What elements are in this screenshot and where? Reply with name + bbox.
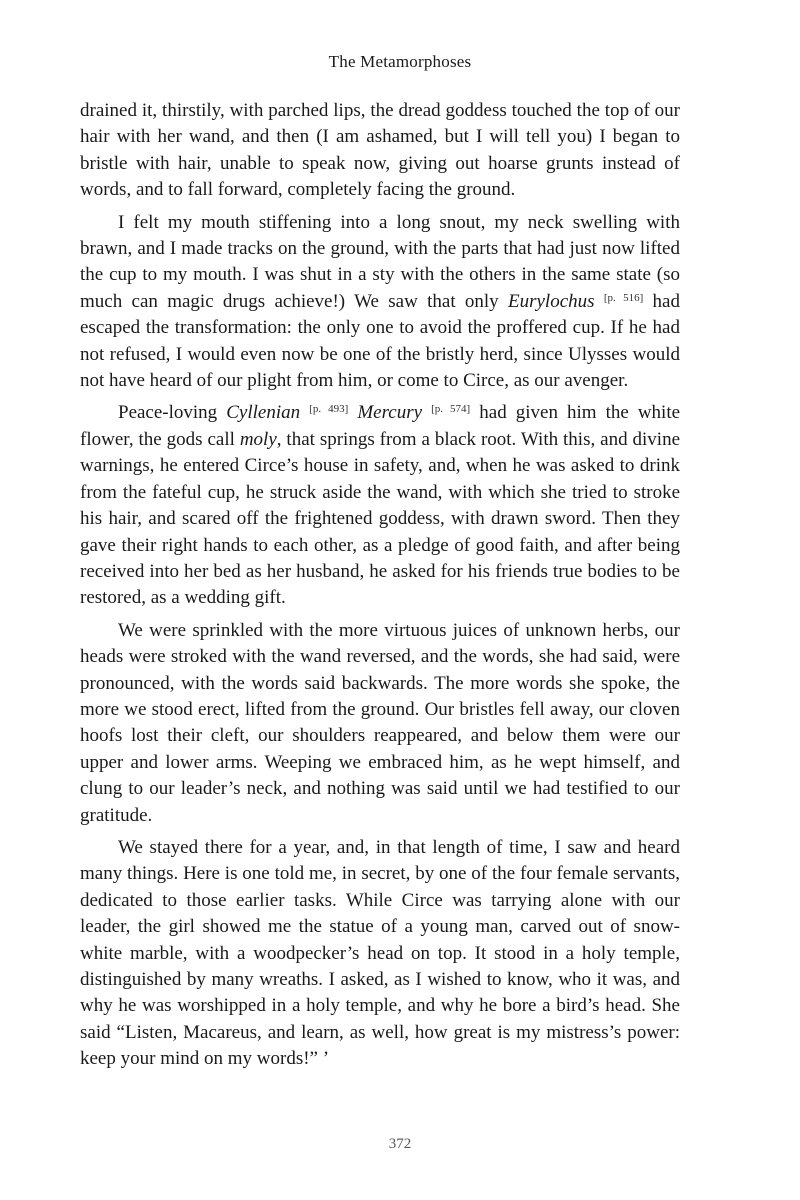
paragraph-3 xyxy=(80,400,680,611)
paragraph-3-text-mid: had given him the white flower, the gods call xyxy=(80,402,681,450)
paragraph-2-text-before: I felt my mouth stiffening into a long snout, my neck swelling with brawn, and I made tracks on the ground, with the parts that had just now lifted the cup to my mouth. I was shut in a sty with the others in the same state (so much can magic drugs achieve!) We saw that only xyxy=(80,211,680,312)
paragraph-4: We were sprinkled with the more virtuous juices of unknown herbs, our heads were stroked with the wand reversed, and the words, she had said, were pronounced, with the words said backwards. The more words she spoke, the more we stood erect, lifted from the ground. Our bristles fell away, our cloven hoofs lost their cleft, our shoulders reappeared, and below them were our upper and lower arms. Weeping we embraced him, as he wept himself, and clung to our leader’s neck, and nothing was said until we had testified to our gratitude. xyxy=(80,619,680,826)
name-mercury: Mercury xyxy=(357,402,423,424)
name-eurylochus: Eurylochus xyxy=(508,290,595,312)
paragraph-5: We stayed there for a year, and, in that length of time, I saw and heard many things. Here is one told me, in secret, by one of the four female servants, dedicated to those earlier tasks. While Circe was tarrying alone with our leader, the girl showed me the statue of a young man, carved out of snow-white marble, with a woodpecker’s head on top. It stood in a holy temple, distinguished by many wreaths. I asked, as I wished to know, who it was, and why he was worshipped in a holy temple, and why he bore a bird’s head. She said “Listen, Macareus, and learn, as well, how great is my mistress’s power: keep your mind on my words!” ’ xyxy=(80,836,680,1070)
page-ref-link[interactable]: [p. 574] xyxy=(431,403,471,416)
paragraph-3-text-after: , that springs from a black root. With this, and divine warnings, he entered Circe’s house in safety, and, when he was asked to drink from the fateful cup, he struck aside the wand, with which she tried to stroke his hair, and scared off the frightened goddess, with drawn sword. Then they gave their right hands to each other, as a pledge of good faith, and after being received into her bed as her husband, he asked for his friends true bodies to be restored, as a wedding gift. xyxy=(80,428,681,609)
body-text xyxy=(80,98,680,1079)
name-cyllenian: Cyllenian xyxy=(226,402,301,424)
page-ref-link[interactable]: [p. 516] xyxy=(603,291,644,304)
page-ref-link[interactable]: [p. 493] xyxy=(309,403,349,416)
page-number: 372 xyxy=(388,1136,412,1152)
running-head-title: The Metamorphoses xyxy=(328,52,472,71)
paragraph-3-text-start: Peace-loving xyxy=(118,402,227,424)
word-moly: moly xyxy=(239,428,277,450)
paragraph-2-text-after: had escaped the transformation: the only one to avoid the proffered cup. If he had not refused, I would even now be one of the bristly herd, since Ulysses would not have heard of our plight from him, or come to Circe, as our avenger. xyxy=(80,290,680,392)
paragraph-2 xyxy=(80,210,680,395)
paragraph-1: drained it, thirstily, with parched lips, the dread goddess touched the top of our hair with her wand, and then (I am ashamed, but I will tell you) I began to bristle with hair, unable to speak now, giving out hoarse grunts instead of words, and to fall forward, completely facing the ground. xyxy=(80,100,680,201)
